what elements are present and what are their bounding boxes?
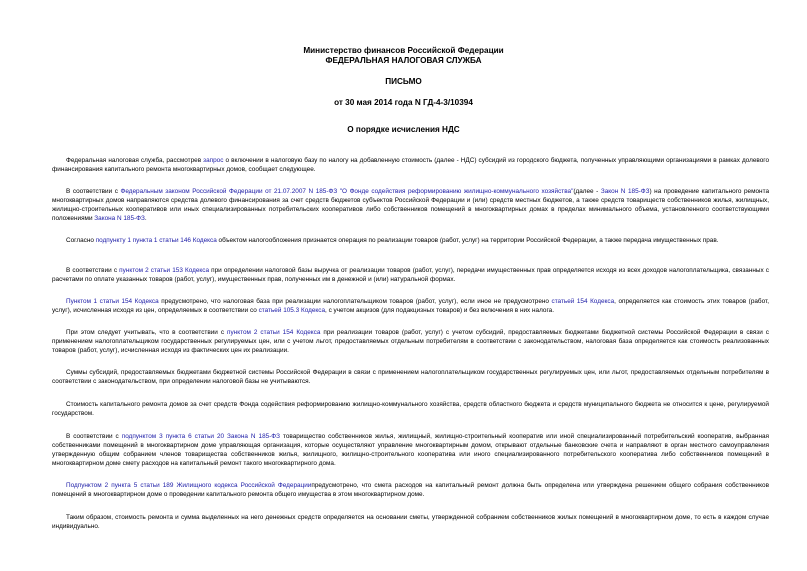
paragraph-text: Федеральная налоговая служба, рассмотрев (66, 157, 204, 164)
legal-reference-link[interactable]: Закона N 185-ФЗ (94, 214, 145, 222)
legal-reference-link[interactable]: Федеральным законом Российской Федерации от 21.07.2007 N 185-ФЗ "О Фонде содействия реформированию жилищно-коммунального хозяйства" (120, 188, 574, 195)
paragraph (52, 433, 769, 469)
paragraph (52, 157, 769, 175)
paragraph (52, 267, 769, 285)
doc-subject: О порядке исчисления НДС (347, 125, 460, 134)
paragraph-text: В соответствии с (66, 188, 121, 195)
paragraph (52, 401, 769, 419)
paragraph (52, 298, 769, 316)
paragraph-text: , определяется как стоимость этих товаров (работ, услуг), исчисленная исходя из цен, определяемых в соответствии со (52, 298, 769, 314)
service-title: ФЕДЕРАЛЬНАЯ НАЛОГОВАЯ СЛУЖБА (325, 56, 482, 65)
paragraph-text: при определении налоговой базы выручка от реализации товаров (работ, услуг), передачи имущественных прав определяется исходя из всех доходов налогоплательщика, связанных с расчетами по оплате указанных товаров (работ, услуг), имущественных прав, полученных им в денежной и (или) натуральной формах. (52, 267, 769, 283)
legal-reference-link[interactable]: подпункту 1 пункта 1 статьи 146 Кодекса (95, 237, 217, 244)
legal-reference-link[interactable]: запрос (203, 157, 224, 164)
paragraph-text: предусмотрено, что налоговая база при реализации налогоплательщиком товаров (работ, услуг), если иное не предусмотрено (158, 298, 552, 305)
paragraph-text: В соответствии с (66, 267, 120, 274)
paragraph-text: Согласно (66, 237, 96, 244)
paragraph (52, 369, 769, 387)
paragraph (52, 237, 769, 246)
paragraph (52, 514, 769, 532)
paragraph (52, 188, 769, 224)
paragraph-text: В соответствии с (66, 433, 122, 440)
paragraph-text: объектом налогообложения признается операция по реализации товаров (работ, услуг) на территории Российской Федерации, а также передача имущественных прав. (216, 237, 719, 244)
paragraph-text: товарищество собственников жилья, жилищный, жилищно-строительный кооператив или иной специализированный потребительский кооператив, выбранная собственниками помещений в многоквартирном доме управляющая организация, которые осуществляют управление многоквартирным домом, открывают отдельные банковские счета и направляют в орган местного самоуправления утвержденную общим собранием членов товарищества собственников жилья, жилищного, жилищно-строительного кооператива или иного специализированного потребительского кооператива либо собственников помещений в многоквартирном доме смету расходов на капитальный ремонт такого многоквартирного дома. (52, 433, 769, 467)
paragraph-text: ) на проведение капитального ремонта многоквартирных домов направляются средства долевого финансирования за счет средств бюджетов субъектов Российской Федерации и (или) средств местных бюджетов, а также средств товариществ собственников жилья, жилищных, жилищно-строительных кооперативов или иных специализированных потребительских кооперативов либо собственников помещений в многоквартирных домах в пределах минимального объема, установленного соответствующими положениями (52, 188, 769, 222)
legal-reference-link[interactable]: статьей 154 Кодекса (551, 298, 615, 305)
legal-reference-link[interactable]: Подпунктом 2 пункта 5 статьи 189 Жилищного кодекса Российской Федерации (66, 482, 312, 489)
paragraph-text: Таким образом, стоимость ремонта и сумма выделенных на него денежных средств определяется на основании сметы, утвержденной собранием собственников жилых помещений в многоквартирном доме, то есть в каждом случае индивидуально. (52, 514, 769, 530)
legal-reference-link[interactable]: Пунктом 1 статьи 154 Кодекса (66, 298, 159, 305)
paragraph-text: Стоимость капитального ремонта домов за счет средств Фонда содействия реформированию жилищно-коммунального хозяйства, средств областного бюджета и средств муниципального бюджета не относится к цене, регулируемой государством. (52, 401, 769, 417)
legal-reference-link[interactable]: Закон N 185-ФЗ (600, 188, 650, 195)
legal-reference-link[interactable]: пунктом 2 статьи 154 Кодекса (227, 329, 321, 336)
paragraph-text: предусмотрено, что смета расходов на капитальный ремонт должна быть определена или утверждена решением общего собрания собственников помещений в многоквартирном доме о проведении капитального ремонта общего имущества в этом многоквартирном доме. (52, 482, 769, 498)
paragraph-text: при реализации товаров (работ, услуг) с учетом субсидий, предоставляемых бюджетами бюджетной системы Российской Федерации в связи с применением налогоплательщиком государственных регулируемых цен, или с учетом льгот, предоставляемых отдельным потребителям в соответствии с законодательством, налоговая база определяется как стоимость реализованных товаров (работ, услуг), исчисленная исходя из фактических цен их реализации. (52, 329, 769, 354)
paragraph-text: При этом следует учитывать, что в соответствии с (66, 329, 228, 336)
paragraph-text: (далее - (573, 188, 601, 195)
doc-reference: от 30 мая 2014 года N ГД-4-3/10394 (334, 98, 473, 107)
legal-reference-link[interactable]: подпунктом 3 пункта 6 статьи 20 Закона N 185-ФЗ (121, 433, 281, 440)
paragraph (52, 329, 769, 356)
paragraph-text: . (144, 214, 147, 222)
legal-reference-link[interactable]: пунктом 2 статьи 153 Кодекса (119, 267, 210, 274)
paragraph (52, 482, 769, 500)
ministry-title: Министерство финансов Российской Федерации (303, 46, 504, 55)
paragraph-text: Суммы субсидий, предоставляемых бюджетами бюджетной системы Российской Федерации в связи с применением налогоплательщиком государственных регулируемых цен, или льгот, предоставляемых отдельным потребителям в соответствии с законодательством, при определении налоговой базы не учитываются. (52, 369, 769, 385)
legal-reference-link[interactable]: статьей 105.3 Кодекса (258, 306, 326, 314)
paragraph-text: о включении в налоговую базу по налогу на добавленную стоимость (далее - НДС) субсидий из городского бюджета, полученных управляющими организациями в рамках долевого финансирования капитального ремонта многоквартирных домов, сообщает следующее. (52, 157, 770, 173)
doc-type: ПИСЬМО (385, 77, 422, 86)
paragraph-text: , с учетом акцизов (для подакцизных товаров) и без включения в них налога. (325, 306, 554, 314)
